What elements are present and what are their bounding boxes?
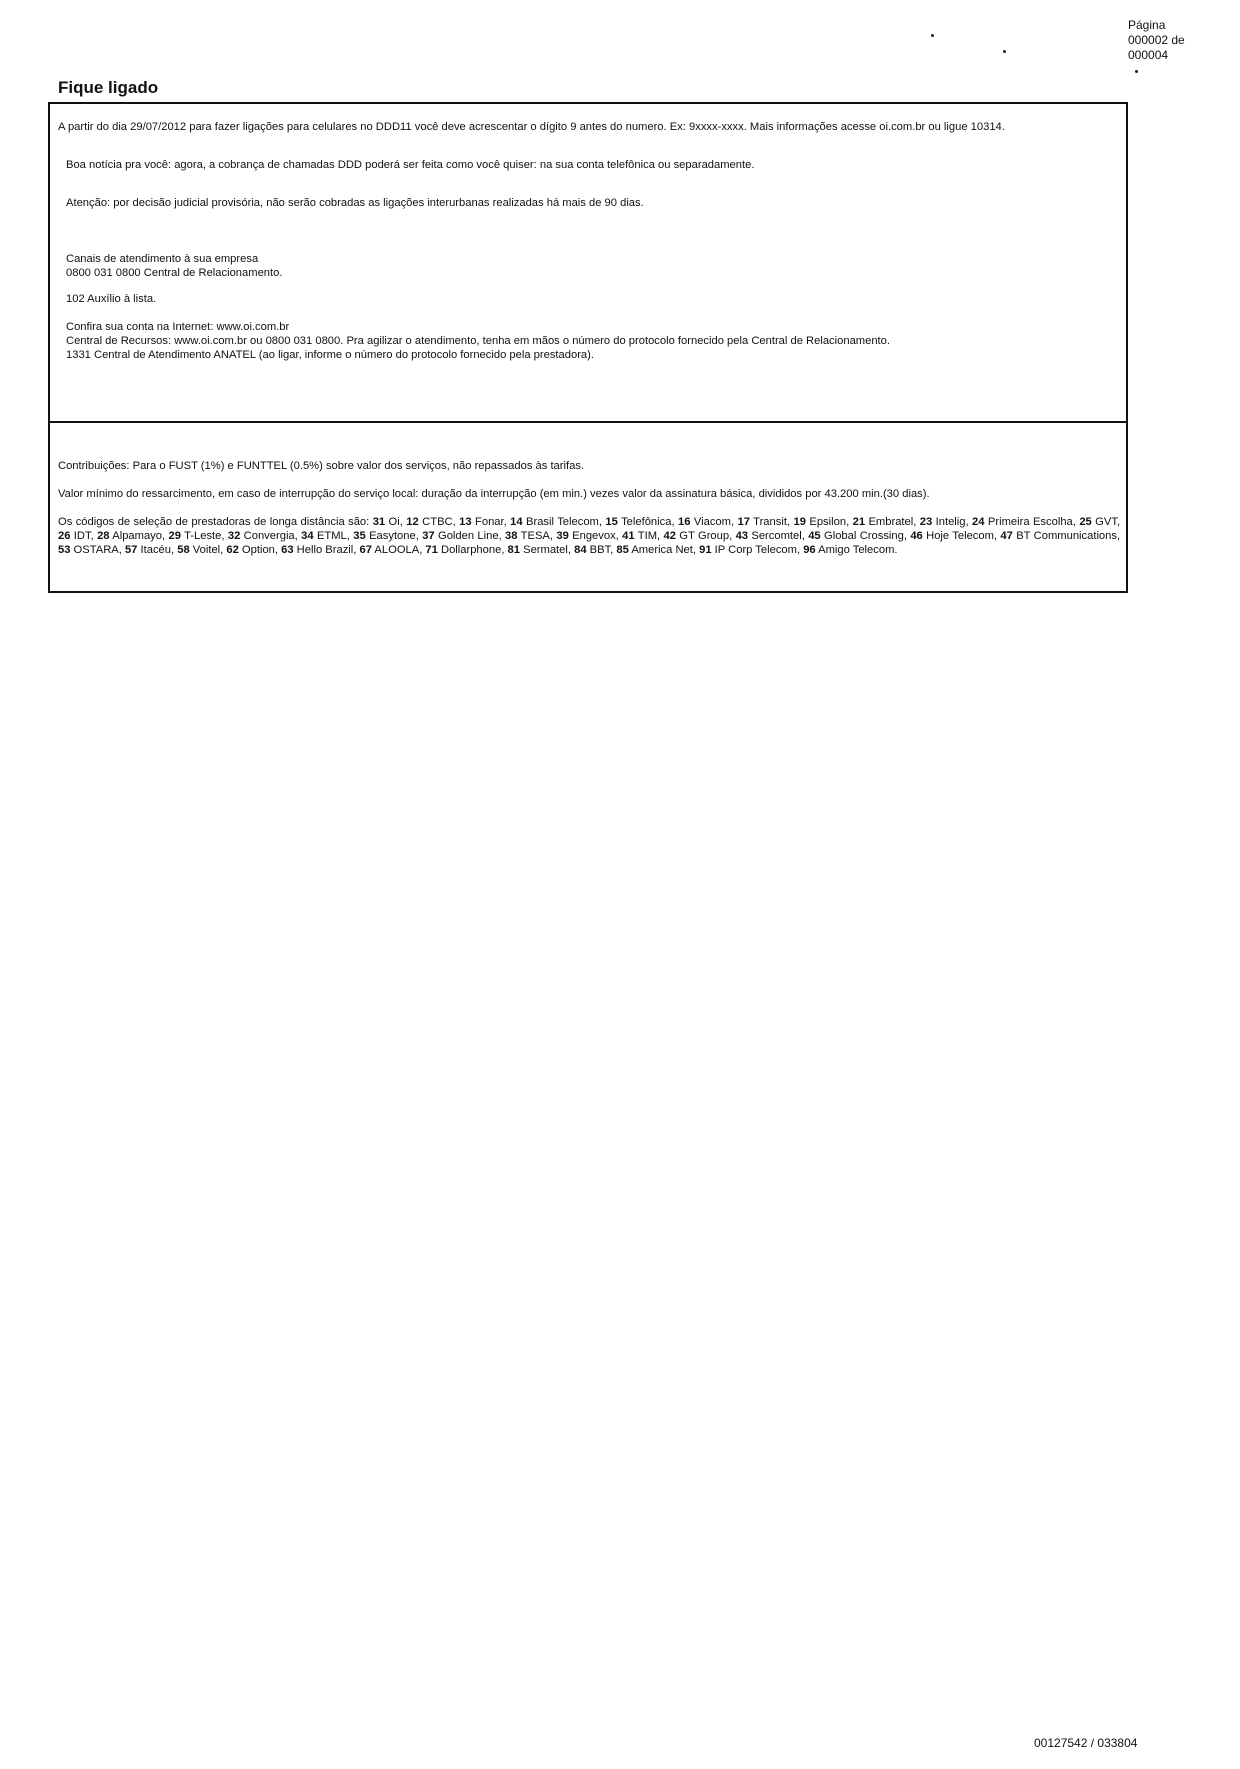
- scan-speck: [931, 34, 934, 37]
- carrier-name: Option: [238, 544, 275, 556]
- carrier-item: [605, 516, 671, 528]
- notice-judicial: Atenção: por decisão judicial provisória, não serão cobradas as ligações interurbanas realizadas há mais de 90 dias.: [66, 197, 644, 209]
- carrier-item: [422, 530, 498, 542]
- carrier-code: 81: [507, 544, 520, 556]
- contributions: Contribuições: Para o FUST (1%) e FUNTTEL (0.5%) sobre valor dos serviços, não repassados às tarifas.: [58, 460, 585, 472]
- carrier-code: 96: [803, 544, 816, 556]
- scan-speck: [1003, 50, 1006, 53]
- carrier-code: 17: [737, 516, 750, 528]
- carrier-name: Alpamayo: [109, 530, 162, 542]
- carrier-item: [738, 516, 787, 528]
- carrier-item: [177, 544, 220, 556]
- carrier-code: 35: [353, 530, 366, 542]
- carrier-codes-intro: Os códigos de seleção de prestadoras de longa distância são:: [58, 516, 370, 528]
- carrier-item: [972, 516, 1073, 528]
- carrier-item: [556, 530, 615, 542]
- carrier-item: [1079, 516, 1117, 528]
- carrier-name: GVT: [1091, 516, 1117, 528]
- page-number: [1128, 18, 1228, 63]
- carrier-name: IP Corp Telecom: [711, 544, 797, 556]
- carrier-item: [359, 544, 419, 556]
- carrier-name: OSTARA: [70, 544, 119, 556]
- carrier-item: [793, 516, 846, 528]
- carrier-item: [920, 516, 966, 528]
- carrier-name: Amigo Telecom: [815, 544, 895, 556]
- carrier-code: 39: [556, 530, 569, 542]
- carrier-item: [281, 544, 353, 556]
- carrier-code: 62: [226, 544, 239, 556]
- carrier-name: Transit: [749, 516, 787, 528]
- carrier-item: [803, 544, 894, 556]
- carrier-name: Voitel: [189, 544, 221, 556]
- carrier-name: ETML: [313, 530, 347, 542]
- carrier-code: 23: [919, 516, 933, 528]
- carrier-code: 32: [227, 530, 241, 542]
- carrier-code: 42: [663, 530, 676, 542]
- carrier-code: 63: [281, 544, 294, 556]
- carrier-name: Brasil Telecom: [522, 516, 599, 528]
- carrier-name: Epsilon: [805, 516, 847, 528]
- carrier-code: 26: [58, 530, 71, 542]
- carrier-code: 13: [459, 516, 472, 528]
- carrier-code: 34: [301, 530, 314, 542]
- notices-box: [48, 102, 1128, 423]
- service-channels-heading: Canais de atendimento à sua empresa: [66, 253, 259, 265]
- carrier-code: 19: [793, 516, 806, 528]
- carrier-name: TIM: [634, 530, 658, 542]
- carrier-item: [574, 544, 610, 556]
- carrier-name: Intelig: [932, 516, 966, 528]
- carrier-item: [226, 544, 275, 556]
- carrier-name: Global Crossing: [820, 530, 904, 542]
- carrier-item: [406, 516, 452, 528]
- carrier-name: America Net: [628, 544, 693, 556]
- carrier-code: 46: [910, 530, 923, 542]
- carrier-code: 14: [510, 516, 523, 528]
- carrier-item: [353, 530, 415, 542]
- carrier-name: Primeira Escolha: [984, 516, 1073, 528]
- carrier-code: 15: [605, 516, 618, 528]
- carrier-name: ALOOLA: [371, 544, 420, 556]
- carrier-code: 25: [1079, 516, 1092, 528]
- carrier-name: BT Communications: [1012, 530, 1117, 542]
- service-channels: [58, 252, 1120, 362]
- carrier-code: 84: [574, 544, 587, 556]
- carrier-item: [125, 544, 171, 556]
- carrier-code: 43: [735, 530, 749, 542]
- carrier-item: [1000, 530, 1117, 542]
- carrier-item: [853, 516, 914, 528]
- carrier-item: [97, 530, 162, 542]
- resources-center: Central de Recursos: www.oi.com.br ou 0800 031 0800. Pra agilizar o atendimento, tenha em mãos o número do protocolo fornecido pela Central de Relacionamento.: [66, 335, 890, 347]
- section-title: Fique ligado: [58, 78, 159, 97]
- carrier-item: [736, 530, 802, 542]
- carrier-item: [678, 516, 731, 528]
- online-bill: Confira sua conta na Internet: www.oi.com.br: [66, 321, 290, 333]
- carrier-item: [301, 530, 347, 542]
- carrier-item: [373, 516, 400, 528]
- carrier-item: [808, 530, 904, 542]
- regulatory-box: [48, 421, 1128, 593]
- carrier-code: 12: [406, 516, 419, 528]
- carrier-code: 67: [359, 544, 372, 556]
- carrier-code: 37: [422, 530, 435, 542]
- carrier-code: 58: [177, 544, 190, 556]
- carrier-name: CTBC: [418, 516, 453, 528]
- carrier-list: 31 Oi, 12 CTBC, 13 Fonar, 14 Brasil Telecom, 15 Telefônica, 16 Viacom, 17 Transit, 19 Epsilon, 21 Embratel, 23 Intelig, 24 Primeira Escolha, 25 GVT, 26 IDT, 28 Alpamayo, 29 T-Leste, 32 Convergia, 34 ETML, 35 Easytone, 37 Golden Line, 38 TESA, 39 Engevox, 41 TIM, 42 GT Group, 43 Sercomtel, 45 Global Crossing, 46 Hoje Telecom, 47 BT Communications, 53 OSTARA, 57 Itacéu, 58 Voitel, 62 Option, 63 Hello Brazil, 67 ALOOLA, 71 Dollarphone, 81 Sermatel, 84 BBT, 85 America Net, 91 IP Corp Telecom, 96 Amigo Telecom.: [58, 516, 1121, 556]
- carrier-code: 85: [616, 544, 629, 556]
- carrier-name: T-Leste: [180, 530, 222, 542]
- carrier-item: [699, 544, 797, 556]
- carrier-name: Fonar: [471, 516, 504, 528]
- carrier-item: [664, 530, 730, 542]
- notice-ddd-billing: Boa notícia pra você: agora, a cobrança de chamadas DDD poderá ser feita como você quiser: na sua conta telefônica ou separadamente.: [66, 159, 755, 171]
- carrier-name: Telefônica: [617, 516, 672, 528]
- carrier-name: Easytone: [365, 530, 416, 542]
- carrier-code: 41: [622, 530, 635, 542]
- carrier-item: [425, 544, 501, 556]
- page-label: Página: [1128, 18, 1166, 32]
- carrier-item: [910, 530, 994, 542]
- carrier-item: [505, 530, 550, 542]
- relationship-center: 0800 031 0800 Central de Relacionamento.: [66, 267, 283, 279]
- document-code: 00127542 / 033804: [1034, 1736, 1138, 1750]
- scan-speck: [1135, 70, 1138, 73]
- carrier-item: [622, 530, 657, 542]
- carrier-name: Dollarphone: [437, 544, 502, 556]
- carrier-code: 45: [808, 530, 821, 542]
- carrier-item: [58, 530, 91, 542]
- carrier-name: Sermatel: [520, 544, 568, 556]
- carrier-name: TESA: [517, 530, 550, 542]
- carrier-item: [508, 544, 568, 556]
- carrier-name: Golden Line: [434, 530, 499, 542]
- carrier-code: 29: [168, 530, 181, 542]
- carrier-name: IDT: [70, 530, 91, 542]
- page-current: 000002 de: [1128, 33, 1185, 47]
- carrier-code: 16: [677, 516, 691, 528]
- carrier-name: Hoje Telecom: [922, 530, 994, 542]
- carrier-code: 91: [699, 544, 712, 556]
- carrier-code: 28: [97, 530, 110, 542]
- carrier-name: Sercomtel: [748, 530, 802, 542]
- carrier-item: [510, 516, 599, 528]
- carrier-codes: [58, 515, 1120, 557]
- directory-assistance: 102 Auxílio à lista.: [66, 293, 157, 305]
- carrier-item: [168, 530, 221, 542]
- notice-ddd11: A partir do dia 29/07/2012 para fazer ligações para celulares no DDD11 você deve acrescentar o dígito 9 antes do numero. Ex: 9xxxx-xxxx. Mais informações acesse oi.com.br ou ligue 10314.: [58, 121, 1005, 133]
- carrier-name: Hello Brazil: [293, 544, 354, 556]
- refund-rule: Valor mínimo do ressarcimento, em caso de interrupção do serviço local: duração da interrupção (em min.) vezes valor da assinatura básica, divididos por 43.200 min.(30 dias).: [58, 488, 930, 500]
- carrier-item: [616, 544, 693, 556]
- carrier-item: [58, 544, 119, 556]
- carrier-name: Itacéu: [137, 544, 171, 556]
- carrier-item: [228, 530, 295, 542]
- carrier-code: 31: [372, 516, 386, 528]
- carrier-name: Oi: [385, 516, 400, 528]
- page-total: 000004: [1128, 48, 1169, 62]
- carrier-name: Engevox: [568, 530, 616, 542]
- carrier-item: [459, 516, 503, 528]
- carrier-name: GT Group: [675, 530, 730, 542]
- carrier-code: 21: [852, 516, 866, 528]
- carrier-code: 24: [972, 516, 985, 528]
- carrier-name: Convergia: [240, 530, 295, 542]
- anatel-center: 1331 Central de Atendimento ANATEL (ao ligar, informe o número do protocolo fornecido pela prestadora).: [66, 349, 594, 361]
- carrier-code: 71: [425, 544, 438, 556]
- carrier-code: 38: [505, 530, 518, 542]
- carrier-name: Embratel: [865, 516, 914, 528]
- carrier-code: 53: [58, 544, 71, 556]
- carrier-code: 47: [1000, 530, 1013, 542]
- carrier-name: Viacom: [690, 516, 731, 528]
- carrier-code: 57: [124, 544, 138, 556]
- carrier-name: BBT: [586, 544, 611, 556]
